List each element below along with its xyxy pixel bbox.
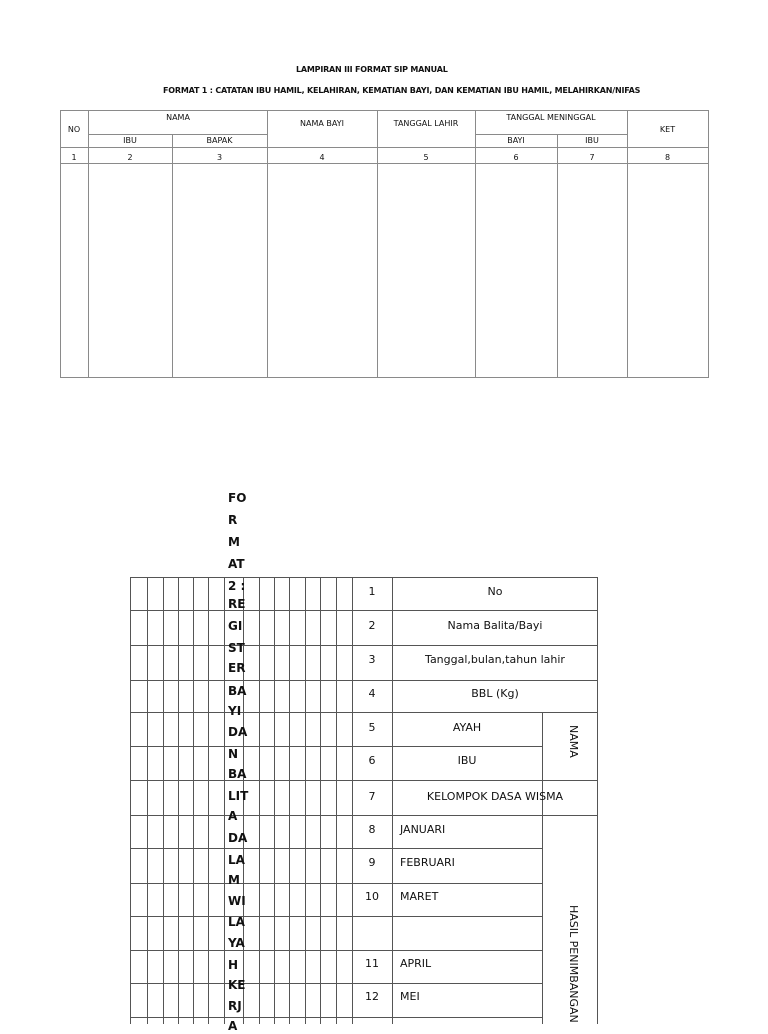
title-fragment: YA	[228, 936, 245, 950]
title-fragment: LA	[228, 915, 245, 929]
row-number: 5	[368, 721, 376, 734]
row-label: Nama Balita/Bayi	[447, 619, 543, 632]
title-fragment: A	[228, 1019, 238, 1033]
title-fragment: RE	[228, 597, 246, 611]
row-label: KELOMPOK DASA WISMA	[426, 790, 564, 803]
row-label: BBL (Kg)	[471, 687, 519, 700]
title-fragment: H	[228, 958, 239, 972]
hasil-penimbangan-vertical-label: HASIL PENIMBANGAN	[567, 905, 580, 1023]
col-number: 6	[513, 153, 519, 162]
col-bayi-header: BAYI	[507, 136, 525, 145]
row-number: 4	[368, 687, 376, 700]
title-fragment: A	[228, 809, 238, 823]
col-number: 1	[71, 153, 77, 162]
row-label: FEBRUARI	[400, 856, 455, 869]
col-nama-bayi-header: NAMA BAYI	[300, 119, 344, 128]
nama-vertical-label: NAMA	[567, 725, 580, 758]
title-fragment: WI	[228, 894, 246, 908]
row-number: 8	[368, 823, 376, 836]
row-number: 9	[368, 856, 376, 869]
row-number: 12	[365, 990, 379, 1003]
row-label: AYAH	[452, 721, 482, 734]
title-fragment: RJ	[228, 999, 242, 1013]
col-no-header: NO	[67, 125, 81, 134]
col-number: 5	[423, 153, 429, 162]
title-fragment: YI	[228, 704, 242, 718]
col-number: 8	[664, 153, 671, 162]
title-fragment: KE	[228, 978, 246, 992]
col-nama-header: NAMA	[166, 113, 190, 122]
row-number: 1	[368, 585, 376, 598]
col-bapak-header: BAPAK	[206, 136, 233, 145]
title-fragment: AT	[228, 557, 245, 571]
row-number: 6	[368, 754, 376, 767]
col-ibu-header: IBU	[123, 136, 137, 145]
row-label: JANUARI	[400, 823, 446, 836]
row-number: 2	[368, 619, 376, 632]
row-number: 10	[365, 890, 379, 903]
title-fragment: LIT	[228, 789, 249, 803]
title-fragment: LA	[228, 853, 245, 867]
row-label: MARET	[400, 890, 439, 903]
title-fragment: R	[228, 513, 238, 527]
title-fragment: GI	[228, 619, 243, 633]
col-number: 4	[319, 153, 325, 162]
col-number: 3	[216, 153, 223, 162]
title-fragment: M	[228, 535, 240, 549]
doc-subtitle: FORMAT 1 : CATATAN IBU HAMIL, KELAHIRAN, KEMATIAN BAYI, DAN KEMATIAN IBU HAMIL, MELAHIRKAN/NIFAS	[163, 86, 641, 95]
row-label: MEI	[400, 990, 420, 1003]
row-label: No	[487, 585, 503, 598]
title-fragment: FO	[228, 491, 247, 505]
title-fragment: DA	[228, 725, 248, 739]
col-ibu-meninggal-header: IBU	[585, 136, 599, 145]
title-fragment: ER	[228, 661, 246, 675]
title-fragment: N	[228, 747, 239, 761]
row-label: IBU	[457, 754, 477, 767]
col-ket-header: KET	[659, 125, 676, 134]
title-fragment: 2 :	[228, 579, 246, 593]
row-label: Tanggal,bulan,tahun lahir	[425, 653, 565, 666]
col-tanggal-meninggal-header: TANGGAL MENINGGAL	[506, 113, 596, 122]
title-fragment: BA	[228, 767, 247, 781]
title-fragment: ST	[228, 641, 245, 655]
col-number: 2	[127, 153, 133, 162]
row-label: APRIL	[400, 957, 432, 970]
doc-title: LAMPIRAN III FORMAT SIP MANUAL	[296, 65, 448, 74]
row-number: 11	[365, 957, 379, 970]
row-number: 3	[368, 653, 376, 666]
title-fragment: DA	[228, 831, 248, 845]
row-number: 7	[368, 790, 376, 803]
col-number: 7	[589, 153, 595, 162]
col-tanggal-lahir-header: TANGGAL LAHIR	[393, 119, 459, 128]
title-fragment: BA	[228, 684, 247, 698]
title-fragment: M	[228, 873, 240, 887]
